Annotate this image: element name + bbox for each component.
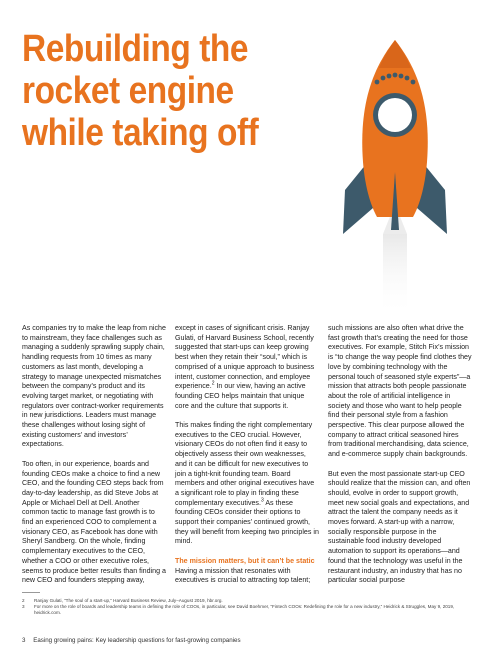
footnote-divider [22, 592, 40, 593]
page-footer [22, 637, 241, 644]
title-line: rocket engine [22, 70, 234, 112]
paragraph: This makes finding the right complementary executives to the CEO crucial. However, visionary CEOs do not often find it easy to objectively assess their own weaknesses, and it can be difficult for new executives to join a tight-knit founding team. Board members and other original executives have a significant role to play in finding these complementary executives.$^3$ As these founding CEOs consider their options to support their companies’ continued growth, they will benefit from keeping two principles in mind. [175, 421, 319, 546]
page-number: 3 [22, 637, 26, 644]
footnote-text: For more on the role of boards and leadership teams in defining the role of COOs, in particular, see David Boehmer, “Fintech COOs: Redefining the role for a new industry,” Heidrick & Struggles, May 9, 2019, heidrick.com. [34, 604, 455, 615]
text-column-2 [175, 324, 319, 596]
page-title [22, 28, 268, 154]
paragraph: The mission matters, but it can’t be static Having a mission that resonates with executives is crucial to attracting top talent; [175, 557, 319, 586]
footnote-number: 2 [22, 598, 25, 603]
text-column-3 [328, 324, 472, 596]
rocket-window [378, 98, 412, 132]
paragraph: such missions are also often what drive the fast growth that’s creating the need for those executives. For example, Stitch Fix’s mission is “to change the way people find clothes they love by combining technology with the personal touch of seasoned style experts”—a mission that attracts both people passionate about the role of artificial intelligence in society and those who want to help people find their personal style from a fashion perspective. This clear purpose allowed the company to attract critical seasoned hires from traditional merchandising, data science, and e-commerce supply chain backgrounds. [328, 324, 472, 459]
title-line: Rebuilding the [22, 28, 249, 70]
exhaust-trail [383, 234, 407, 317]
footnote-number: 3 [22, 604, 25, 609]
footnote [22, 604, 482, 616]
footnote-text: Ranjay Gulati, “The soul of a start-up,” Harvard Business Review, July–August 2019, hbr.org. [34, 598, 223, 603]
footer-text: Easing growing pains: Key leadership questions for fast-growing companies [33, 637, 241, 644]
rocket-nose [379, 40, 411, 68]
paragraph: except in cases of significant crisis. Ranjay Gulati, of Harvard Business School, recently suggested that start-ups can keep growing best when they retain their “soul,” which is comprised of a unique approach to business intent, customer connection, and employee experience.$^2$ In our view, having an active founding CEO helps maintain that unique core and the culture that supports it. [175, 324, 315, 410]
footnote-ref: 2 [211, 380, 215, 387]
paragraph: But even the most passionate start-up CEO should realize that the mission can, and often should, evolve in order to support growth, meet new social goals and expectations, and attract the talent the company needs as it moves forward. A start-up with a narrow, socially responsible purpose in the sustainable food industry developed automation to support its operations—and found that the technology was useful in the restaurant industry, an industry that has no particular social purpose [328, 469, 471, 585]
paragraph: As companies try to make the leap from niche to mainstream, they face challenges such as managing a suddenly sprawling supply chain, handling requests from 10 times as many customers as last month, developing a strategy to manage unexpected mismatches between the company’s product and its evolving target market, or negotiating with regulators over contract-worker requirements in new jurisdictions. Leaders must manage these challenges without losing sight of existing customers’ and investors’ expectations. [22, 324, 166, 449]
footnote-ref: 3 [260, 497, 264, 504]
text-column-1 [22, 324, 166, 596]
footnotes [22, 598, 482, 616]
section-subheading: The mission matters, but it can’t be static [175, 556, 315, 565]
paragraph: Too often, in our experience, boards and founding CEOs make a choice to find a new CEO, and the founding CEO steps back from day-to-day leadership, as did Steve Jobs at Apple or Michael Dell at Dell. Another common tactic to manage fast growth is to find an experienced COO to complement a visionary CEO, as Facebook has done with Sheryl Sandberg. On the whole, finding complementary executives to the CEO, whether a COO or other executive roles, seems to produce better results than finding a new CEO and founders stepping away, [22, 459, 166, 585]
title-line: while taking off [22, 112, 259, 154]
rocket-icon [335, 12, 455, 317]
